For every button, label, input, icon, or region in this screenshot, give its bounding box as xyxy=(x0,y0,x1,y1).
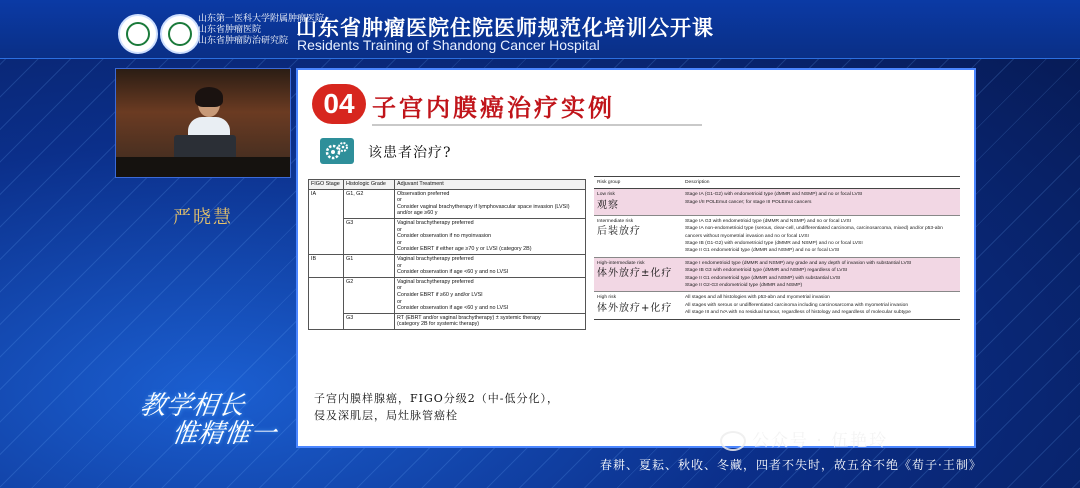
table-row xyxy=(309,313,586,329)
table-cell: IA xyxy=(309,189,344,218)
table-cell: G2 xyxy=(344,277,395,313)
calligraphy-motto xyxy=(134,392,282,448)
table-cell: IB xyxy=(309,254,344,277)
risk-group-cell xyxy=(594,189,682,215)
table-row xyxy=(309,189,586,218)
table-row xyxy=(594,257,960,292)
case-note-line: 侵及深肌层，局灶脉管癌栓 xyxy=(314,409,458,422)
risk-group-cell xyxy=(594,215,682,257)
risk-group-label: High-intermediate risk xyxy=(597,260,645,266)
risk-group-label: High risk xyxy=(597,295,617,301)
table-header: Histologic Grade xyxy=(344,180,395,190)
adjuvant-treatment-table xyxy=(308,179,586,330)
table-cell: Observation preferred or Consider vaginal brachytherapy if lymphovascular space invasion (LVSI) and/or age ≥60 y xyxy=(395,189,586,218)
section-number-badge: 04 xyxy=(312,84,366,124)
course-title-en: Residents Training of Shandong Cancer Hospital xyxy=(297,37,600,53)
footer-quote: 春耕、夏耘、秋收、冬藏，四者不失时，故五谷不绝《荀子·王制》 xyxy=(600,458,982,472)
presentation-slide xyxy=(296,68,976,448)
table-row xyxy=(309,254,586,277)
table-row xyxy=(594,189,960,215)
table-cell: RT (EBRT and/or vaginal brachytherapy) ± systemic therapy (category 2B for systemic therapy) xyxy=(395,313,586,329)
table-header: FIGO Stage xyxy=(309,180,344,190)
table-cell xyxy=(309,277,344,313)
table-cell xyxy=(309,218,344,254)
watermark: 公众号 · 伍艳玲 xyxy=(720,426,888,451)
table-cell: G3 xyxy=(344,313,395,329)
risk-group-cell xyxy=(594,257,682,292)
header-banner xyxy=(0,0,1080,59)
question-text: 该患者治疗? xyxy=(368,145,452,161)
heading-divider xyxy=(372,124,702,126)
table-header: Adjuvant Treatment xyxy=(395,180,586,190)
table-cell: G1, G2 xyxy=(344,189,395,218)
table-row xyxy=(594,215,960,257)
risk-description-cell: Stage I endometrioid type (dMMR and NSMP) any grade and any depth of invasion with substantial LVSI Stage IB G3 with endometrioid type (dMMR and NSMP) regardless of LVSI Stage II G1 endometrioid type (dMMR and NSMP) with substantial LVSI Stage II G2-G3 endometrioid type (dMMR and NSMP) xyxy=(682,257,960,292)
handwritten-note: 体外放疗±化疗 xyxy=(597,268,673,280)
table-cell: Vaginal brachytherapy preferred or Consider EBRT if ≥60 y and/or LVSI or Consider observation if age <60 y and no LVSI xyxy=(395,277,586,313)
risk-description-cell: Stage IA (G1-G2) with endometrioid type (dMMR and NSMP) and no or focal LVSI Stage I/II POLEmut cancer; for stage III POLEmut cancers xyxy=(682,189,960,215)
organization-names: 山东第一医科大学附属肿瘤医院 山东省肿瘤医院 山东省肿瘤防治研究院 xyxy=(198,14,325,46)
hospital-logo-icon xyxy=(160,14,200,54)
handwritten-note: 后装放疗 xyxy=(597,226,641,238)
risk-group-label: Intermediate risk xyxy=(597,218,634,224)
table-cell: Vaginal brachytherapy preferred or Consider observation if no myoinvasion or Consider EBRT if either age ≥70 y or LVSI (category 2B) xyxy=(395,218,586,254)
motto-line-2: 惟精惟一 xyxy=(169,419,279,449)
presenter-name: 严晓慧 xyxy=(173,207,233,228)
risk-group-cell xyxy=(594,292,682,319)
handwritten-note: 体外放疗+化疗 xyxy=(597,302,673,314)
gears-icon xyxy=(320,138,354,164)
presenter-video xyxy=(115,68,291,178)
table-cell: G3 xyxy=(344,218,395,254)
course-title-cn: 山东省肿瘤医院住院医师规范化培训公开课 xyxy=(296,16,714,40)
table-header: Risk group xyxy=(594,177,682,189)
table-cell: G1 xyxy=(344,254,395,277)
risk-description-cell: All stages and all histologies with p53-abn and myometrial invasion All stages with serous or undifferentiated carcinoma including carcinosarcoma with myometrial invasion All stage III and IVA with no residual tumour, regardless of histology and regardless of molecular subtype xyxy=(682,292,960,319)
handwritten-note: 观察 xyxy=(597,199,619,211)
table-row xyxy=(309,218,586,254)
risk-group-table xyxy=(594,176,960,320)
case-note-line: 子宫内膜样腺癌，FIGO分级2（中-低分化）， xyxy=(314,392,559,405)
case-notes xyxy=(314,390,559,424)
wechat-icon xyxy=(720,431,746,451)
risk-description-cell: Stage IA G3 with endometrioid type (dMMR and NSMP) and no or focal LVSI Stage IA non-endometrioid type (serous, clear-cell, undifferentiated carcinoma, carcinosarcoma, mixed) and/or p53-abn cancers without myometrial invasion and no or focal LVSI Stage IB (G1-G2) with endometrioid type (dMMR and NSMP) and no or focal LVSI Stage II G1 endometrioid type (dMMR and NSMP) and no or focal LVSI xyxy=(682,215,960,257)
risk-group-label: Low risk xyxy=(597,192,615,198)
university-logo-icon xyxy=(118,14,158,54)
slide-heading: 子宫内膜癌治疗实例 xyxy=(372,93,615,122)
motto-line-1: 教学相长 xyxy=(137,391,247,421)
table-header: Description xyxy=(682,177,960,189)
table-row xyxy=(594,292,960,319)
table-cell: Vaginal brachytherapy preferred or Consider observation if age <60 y and no LVSI xyxy=(395,254,586,277)
table-row xyxy=(309,277,586,313)
table-cell xyxy=(309,313,344,329)
